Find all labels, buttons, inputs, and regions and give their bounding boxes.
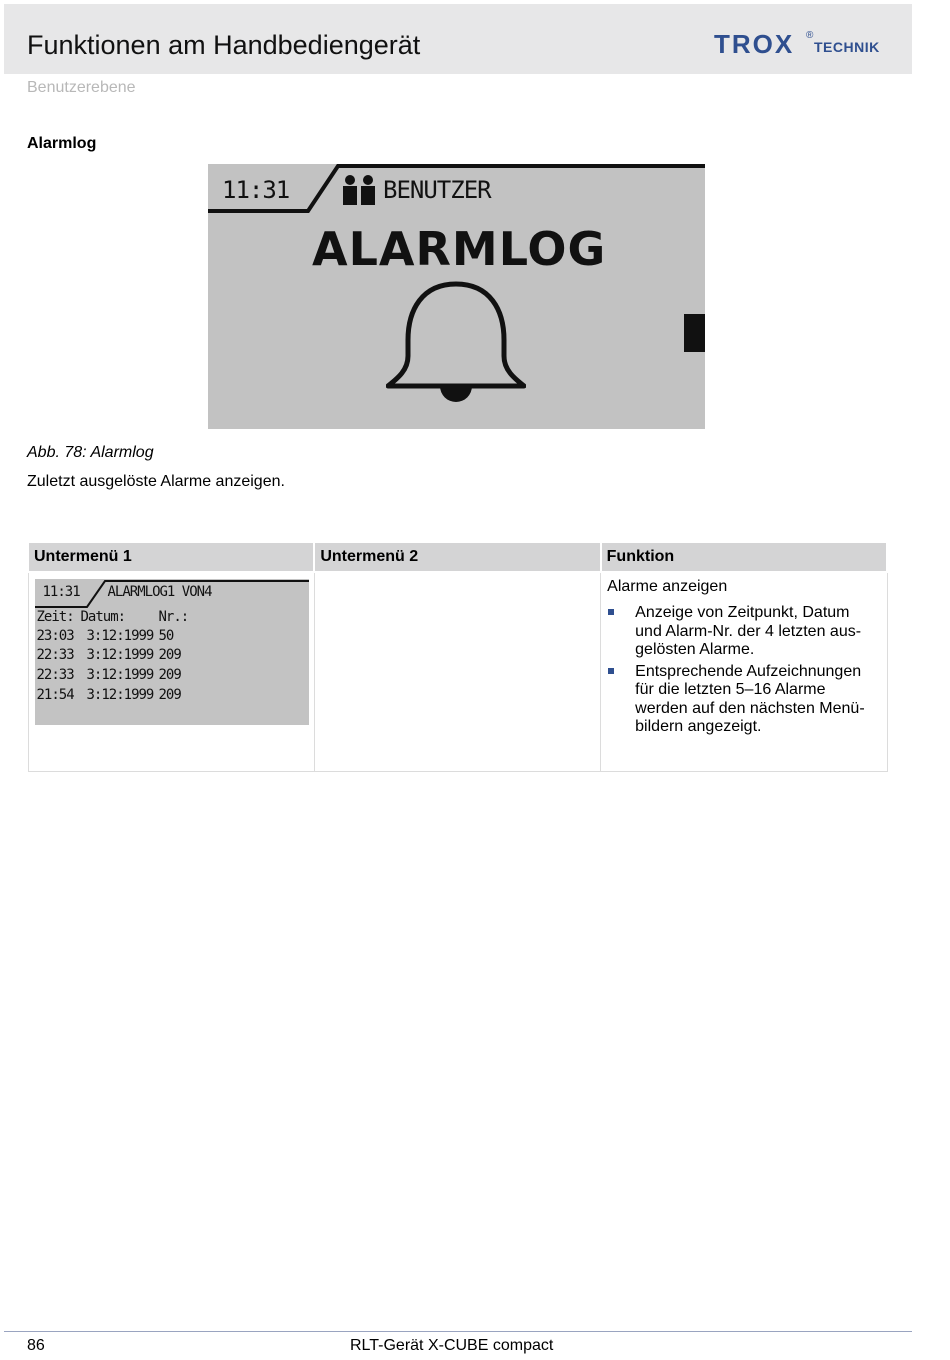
alarm-number: 209 (158, 687, 181, 703)
alarm-date: 3:12:1999 (86, 628, 154, 644)
function-bullet-list (601, 604, 886, 737)
users-icon (339, 173, 381, 205)
table-row (28, 572, 887, 772)
column-header-date: Datum: (80, 609, 126, 625)
page-number: 86 (27, 1337, 45, 1354)
list-item (601, 663, 886, 737)
alarm-time: 22:33 (36, 667, 74, 683)
column-header-number: Nr.: (158, 609, 189, 625)
bell-icon (386, 280, 526, 410)
mini-lcd-heading: ALARMLOG1 VON4 (107, 584, 212, 600)
cell-function (601, 572, 887, 772)
mini-lcd-time: 11:31 (42, 584, 80, 600)
trox-logo (714, 30, 884, 58)
alarm-date: 3:12:1999 (86, 687, 154, 703)
alarm-number: 209 (158, 667, 181, 683)
list-item (601, 604, 886, 660)
alarm-time: 23:03 (36, 628, 74, 644)
logo-sub-text: TECHNIK (814, 39, 880, 55)
logo-registered-mark: ® (806, 30, 814, 41)
square-bullet-icon (608, 668, 614, 674)
intro-text: Zuletzt ausgelöste Alarme anzeigen. (27, 473, 285, 490)
header-submenu-1: Untermenü 1 (28, 542, 314, 572)
function-title: Alarme anzeigen (607, 578, 728, 595)
alarm-date: 3:12:1999 (86, 647, 154, 663)
alarm-number: 50 (158, 628, 174, 644)
alarmlog-screen-figure (208, 164, 705, 429)
alarm-date: 3:12:1999 (86, 667, 154, 683)
document-title: RLT-Gerät X-CUBE compact (350, 1337, 554, 1354)
page-subtitle: Benutzerebene (27, 79, 136, 96)
lcd-time: 11:31 (222, 176, 290, 204)
header-function: Funktion (601, 542, 887, 572)
square-bullet-icon (608, 609, 614, 615)
bullet-text: Entsprechende Aufzeichnungen für die letzten 5–16 Alarme werden auf den nächsten Menübildern angezeigt. (635, 662, 865, 735)
footer-rule (4, 1331, 912, 1332)
alarm-time: 22:33 (36, 647, 74, 663)
alarmlog-list-screen (35, 579, 309, 725)
lcd-screen-title: ALARMLOG (312, 222, 607, 276)
page-title: Funktionen am Handbediengerät (27, 30, 421, 60)
figure-caption: Abb. 78: Alarmlog (27, 444, 154, 461)
column-header-time: Zeit: (36, 609, 74, 625)
submenu-table (27, 541, 888, 772)
bullet-text: Anzeige von Zeitpunkt, Datum und Alarm-Nr. der 4 letzten ausgelösten Alarme. (635, 604, 862, 658)
logo-main-text: TROX (714, 29, 795, 59)
table-header-row (28, 542, 887, 572)
lcd-user-label: BENUTZER (383, 176, 491, 204)
section-heading: Alarmlog (27, 135, 97, 152)
header-submenu-2: Untermenü 2 (314, 542, 600, 572)
alarm-time: 21:54 (36, 687, 74, 703)
cell-submenu-2 (314, 572, 600, 772)
alarm-number: 209 (158, 647, 181, 663)
cell-submenu-1 (28, 572, 314, 772)
